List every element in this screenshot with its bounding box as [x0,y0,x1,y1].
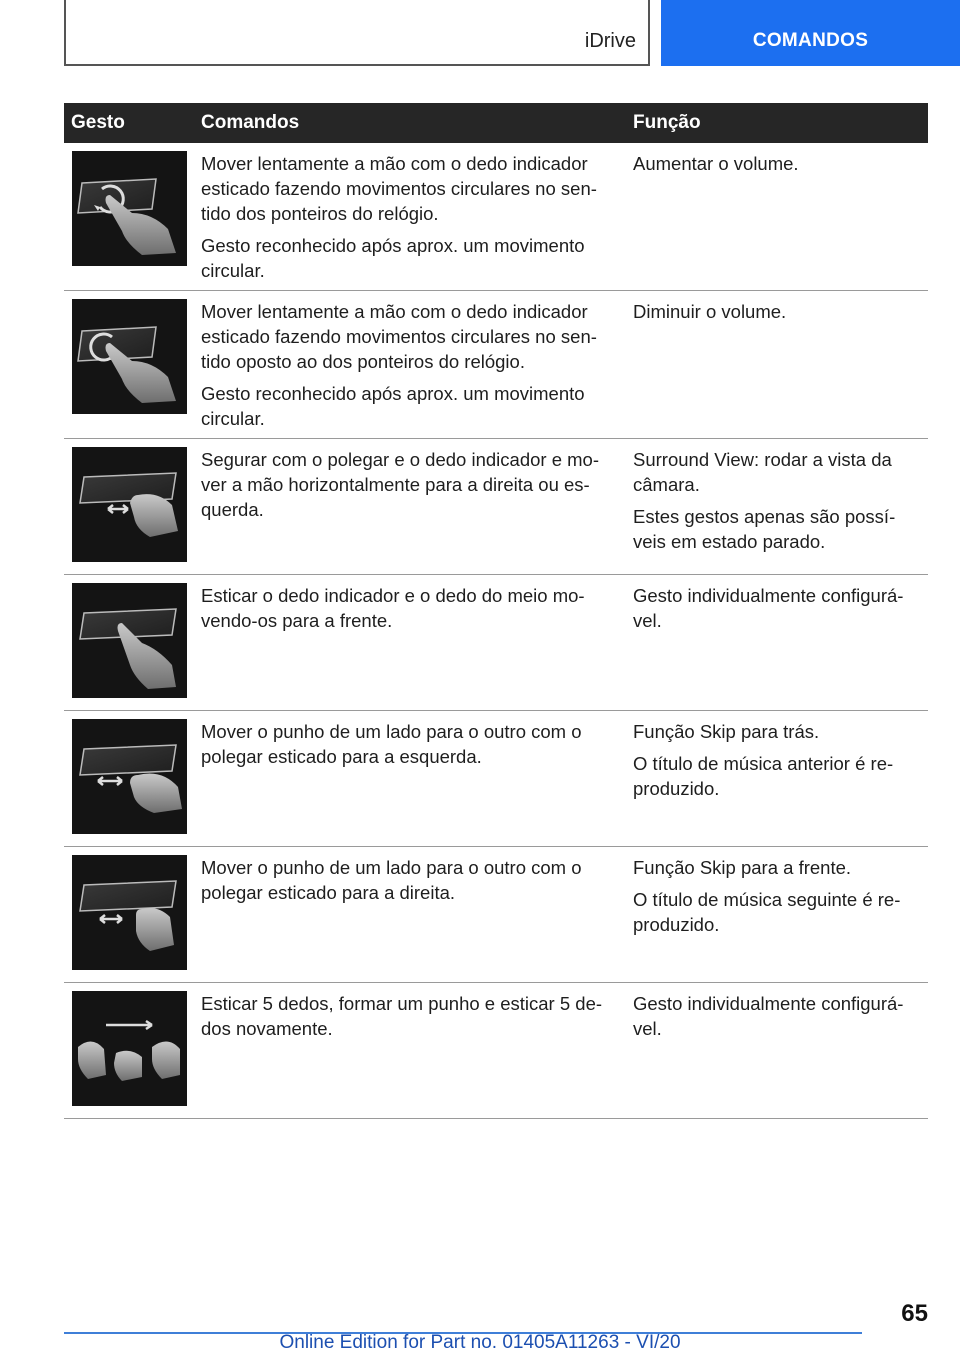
function-text: Diminuir o volume. [633,301,787,322]
function-text: Aumentar o volume. [633,153,799,174]
two-finger-point-gesture-icon [72,583,187,698]
circle-clockwise-gesture-icon [72,151,187,266]
function-text: O título de música seguinte é re-produzido. [633,889,901,935]
header-section-title: iDrive [584,30,636,52]
function-text: Função Skip para a frente. [633,857,852,878]
function-text: Gesto individualmente configurá-vel. [633,993,904,1039]
command-text: Gesto reconhecido após aprox. um movimento circular. [201,235,585,281]
command-text: Mover lentamente a mão com o dedo indicador esticado fazendo movimentos circulares no sen-tido oposto ao dos ponteiros do relógio. [201,301,597,372]
table-row [64,847,928,983]
edition-text: Online Edition for Part no. 01405A11263 - VI/20 [279,1332,681,1353]
table-header-row [64,103,928,143]
command-text: Mover o punho de um lado para o outro com o polegar esticado para a esquerda. [201,721,582,767]
circle-counterclockwise-gesture-icon [72,299,187,414]
five-fingers-gesture-icon [72,991,187,1106]
function-text: Surround View: rodar a vista da câmara. [633,449,892,495]
thumb-right-gesture-icon [72,855,187,970]
column-header-commands: Comandos [194,103,626,143]
table-row [64,439,928,575]
command-text: Gesto reconhecido após aprox. um movimento circular. [201,383,585,429]
column-header-function: Função [626,103,928,143]
header-section-box [64,0,650,66]
header-chapter-tab [661,0,960,66]
table-row [64,291,928,439]
header-chapter-title: COMANDOS [752,30,869,51]
pinch-swipe-gesture-icon [72,447,187,562]
function-text: Função Skip para trás. [633,721,820,742]
page-number: 65 [901,1300,928,1327]
thumb-left-gesture-icon [72,719,187,834]
table-row [64,711,928,847]
command-text: Mover o punho de um lado para o outro com o polegar esticado para a direita. [201,857,582,903]
command-text: Mover lentamente a mão com o dedo indicador esticado fazendo movimentos circulares no sen-tido dos ponteiros do relógio. [201,153,597,224]
table-row [64,983,928,1119]
column-header-gesture: Gesto [64,103,194,143]
command-text: Esticar 5 dedos, formar um punho e esticar 5 de-dos novamente. [201,993,603,1039]
gesture-table [64,103,928,1119]
function-text: Gesto individualmente configurá-vel. [633,585,904,631]
command-text: Segurar com o polegar e o dedo indicador e mo-ver a mão horizontalmente para a direita ou es-querda. [201,449,599,520]
table-row [64,143,928,291]
command-text: Esticar o dedo indicador e o dedo do meio mo-vendo-os para a frente. [201,585,585,631]
function-text: Estes gestos apenas são possí-veis em estado parado. [633,506,896,552]
table-row [64,575,928,711]
function-text: O título de música anterior é re-produzido. [633,753,894,799]
